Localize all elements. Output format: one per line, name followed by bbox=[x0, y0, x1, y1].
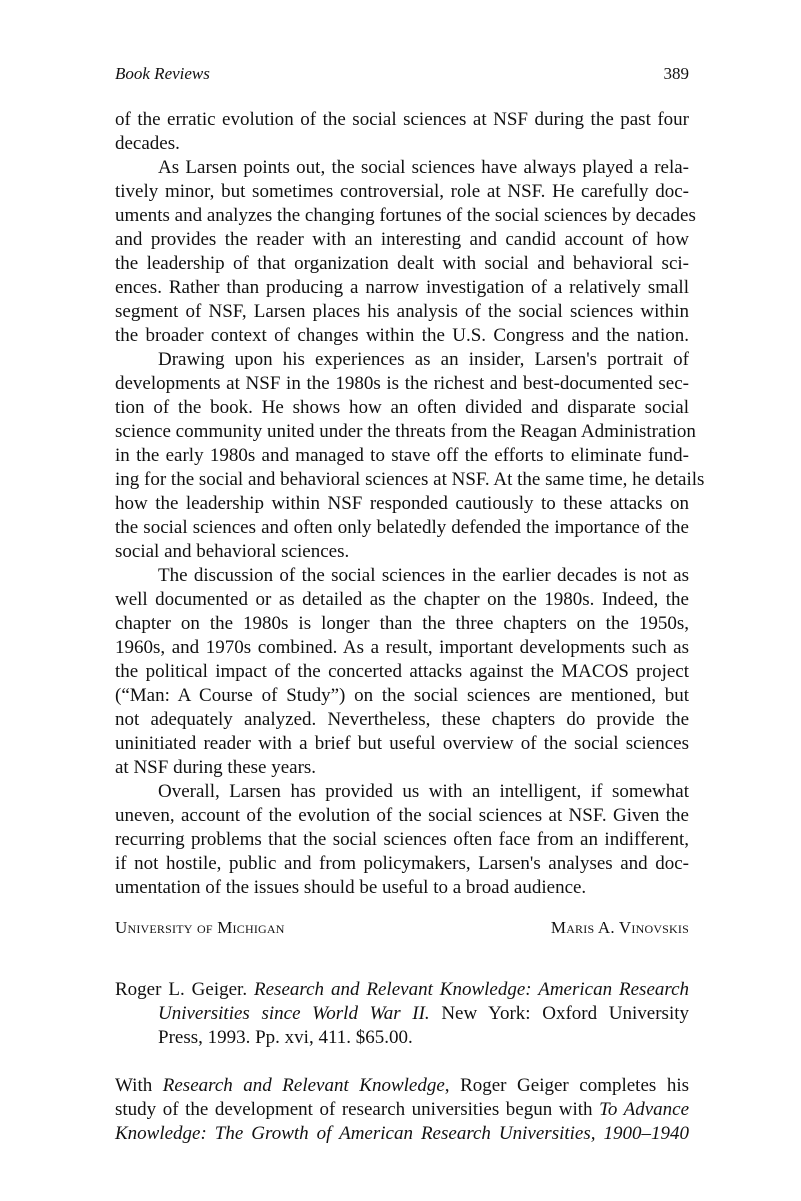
page-number: 389 bbox=[663, 64, 689, 83]
text-line: tion of the book. He shows how an often divided and disparate social bbox=[115, 397, 689, 418]
text-line: recurring problems that the social sciences often face from an indifferent, bbox=[115, 829, 689, 850]
text-line: if not hostile, public and from policymakers, Larsen's analyses and doc- bbox=[115, 853, 689, 874]
text-line: 1960s, and 1970s combined. As a result, important developments such as bbox=[115, 637, 689, 658]
text-line: not adequately analyzed. Nevertheless, these chapters do provide the bbox=[115, 709, 689, 730]
text-line: As Larsen points out, the social sciences have always played a rela- bbox=[158, 157, 689, 178]
text-line bbox=[115, 1098, 689, 1122]
text-line: segment of NSF, Larsen places his analysis of the social sciences within bbox=[115, 301, 689, 322]
book-title: Research and Relevant Knowledge bbox=[162, 1075, 445, 1096]
text-line: chapter on the 1980s is longer than the three chapters on the 1950s, bbox=[115, 613, 689, 634]
citation-line bbox=[115, 978, 689, 1002]
text-line: uneven, account of the evolution of the social sciences at NSF. Given the bbox=[115, 805, 689, 826]
text-line: uninitiated reader with a brief but useful overview of the social sciences bbox=[115, 733, 689, 754]
running-head: Book Reviews bbox=[115, 64, 210, 83]
text-line: ing for the social and behavioral sciences at NSF. At the same time, he details bbox=[115, 469, 705, 490]
citation-title: Research and Relevant Knowledge: American Research bbox=[254, 979, 690, 1000]
text-span: study of the development of research universities begun with bbox=[115, 1099, 600, 1120]
text-line: science community united under the threats from the Reagan Administration bbox=[115, 421, 696, 442]
reviewer-name: Maris A. Vinovskis bbox=[550, 918, 689, 937]
text-line: at NSF during these years. bbox=[115, 757, 317, 778]
text-line: the leadership of that organization dealt with social and behavioral sci- bbox=[115, 253, 689, 274]
text-line: the social sciences and often only belatedly defended the importance of the bbox=[115, 517, 689, 538]
citation-title: Universities since World War II. bbox=[158, 1003, 430, 1024]
citation-author: Roger L. Geiger. bbox=[115, 979, 255, 1000]
text-line: decades. bbox=[115, 133, 180, 154]
text-line: the political impact of the concerted attacks against the MACOS project bbox=[115, 661, 689, 682]
text-line: social and behavioral sciences. bbox=[115, 541, 350, 562]
text-line: umentation of the issues should be useful to a broad audience. bbox=[115, 877, 587, 898]
text-line: the broader context of changes within the U.S. Congress and the nation. bbox=[115, 325, 689, 346]
reviewer-affiliation: University of Michigan bbox=[115, 918, 285, 937]
text-line: (“Man: A Course of Study”) on the social sciences are mentioned, but bbox=[115, 685, 689, 706]
text-line: The discussion of the social sciences in the earlier decades is not as bbox=[158, 565, 689, 586]
text-line: well documented or as detailed as the chapter on the 1980s. Indeed, the bbox=[115, 589, 689, 610]
text-span: , Roger Geiger completes his bbox=[444, 1075, 689, 1096]
text-line: Drawing upon his experiences as an insider, Larsen's portrait of bbox=[158, 349, 689, 370]
text-line: ences. Rather than producing a narrow investigation of a relatively small bbox=[115, 277, 689, 298]
text-line: Knowledge: The Growth of American Research Universities, 1900–1940 bbox=[115, 1123, 689, 1144]
text-line: in the early 1980s and managed to stave off the efforts to eliminate fund- bbox=[115, 445, 689, 466]
citation-line: Press, 1993. Pp. xvi, 411. $65.00. bbox=[158, 1027, 413, 1048]
text-line: developments at NSF in the 1980s is the richest and best-documented sec- bbox=[115, 373, 689, 394]
text-line: Overall, Larsen has provided us with an intelligent, if somewhat bbox=[158, 781, 689, 802]
page-header bbox=[115, 64, 689, 88]
text-span: With bbox=[115, 1075, 163, 1096]
text-line: how the leadership within NSF responded cautiously to these attacks on bbox=[115, 493, 689, 514]
text-line: tively minor, but sometimes controversial, role at NSF. He carefully doc- bbox=[115, 181, 689, 202]
text-line bbox=[115, 1074, 689, 1098]
book-title: To Advance bbox=[599, 1099, 689, 1120]
citation-publisher: New York: Oxford University bbox=[429, 1003, 689, 1024]
text-line: of the erratic evolution of the social sciences at NSF during the past four bbox=[115, 109, 689, 130]
review-signature bbox=[115, 918, 689, 942]
text-line: and provides the reader with an interesting and candid account of how bbox=[115, 229, 689, 250]
text-line: uments and analyzes the changing fortunes of the social sciences by decades bbox=[115, 205, 696, 226]
citation-line bbox=[115, 1002, 689, 1026]
